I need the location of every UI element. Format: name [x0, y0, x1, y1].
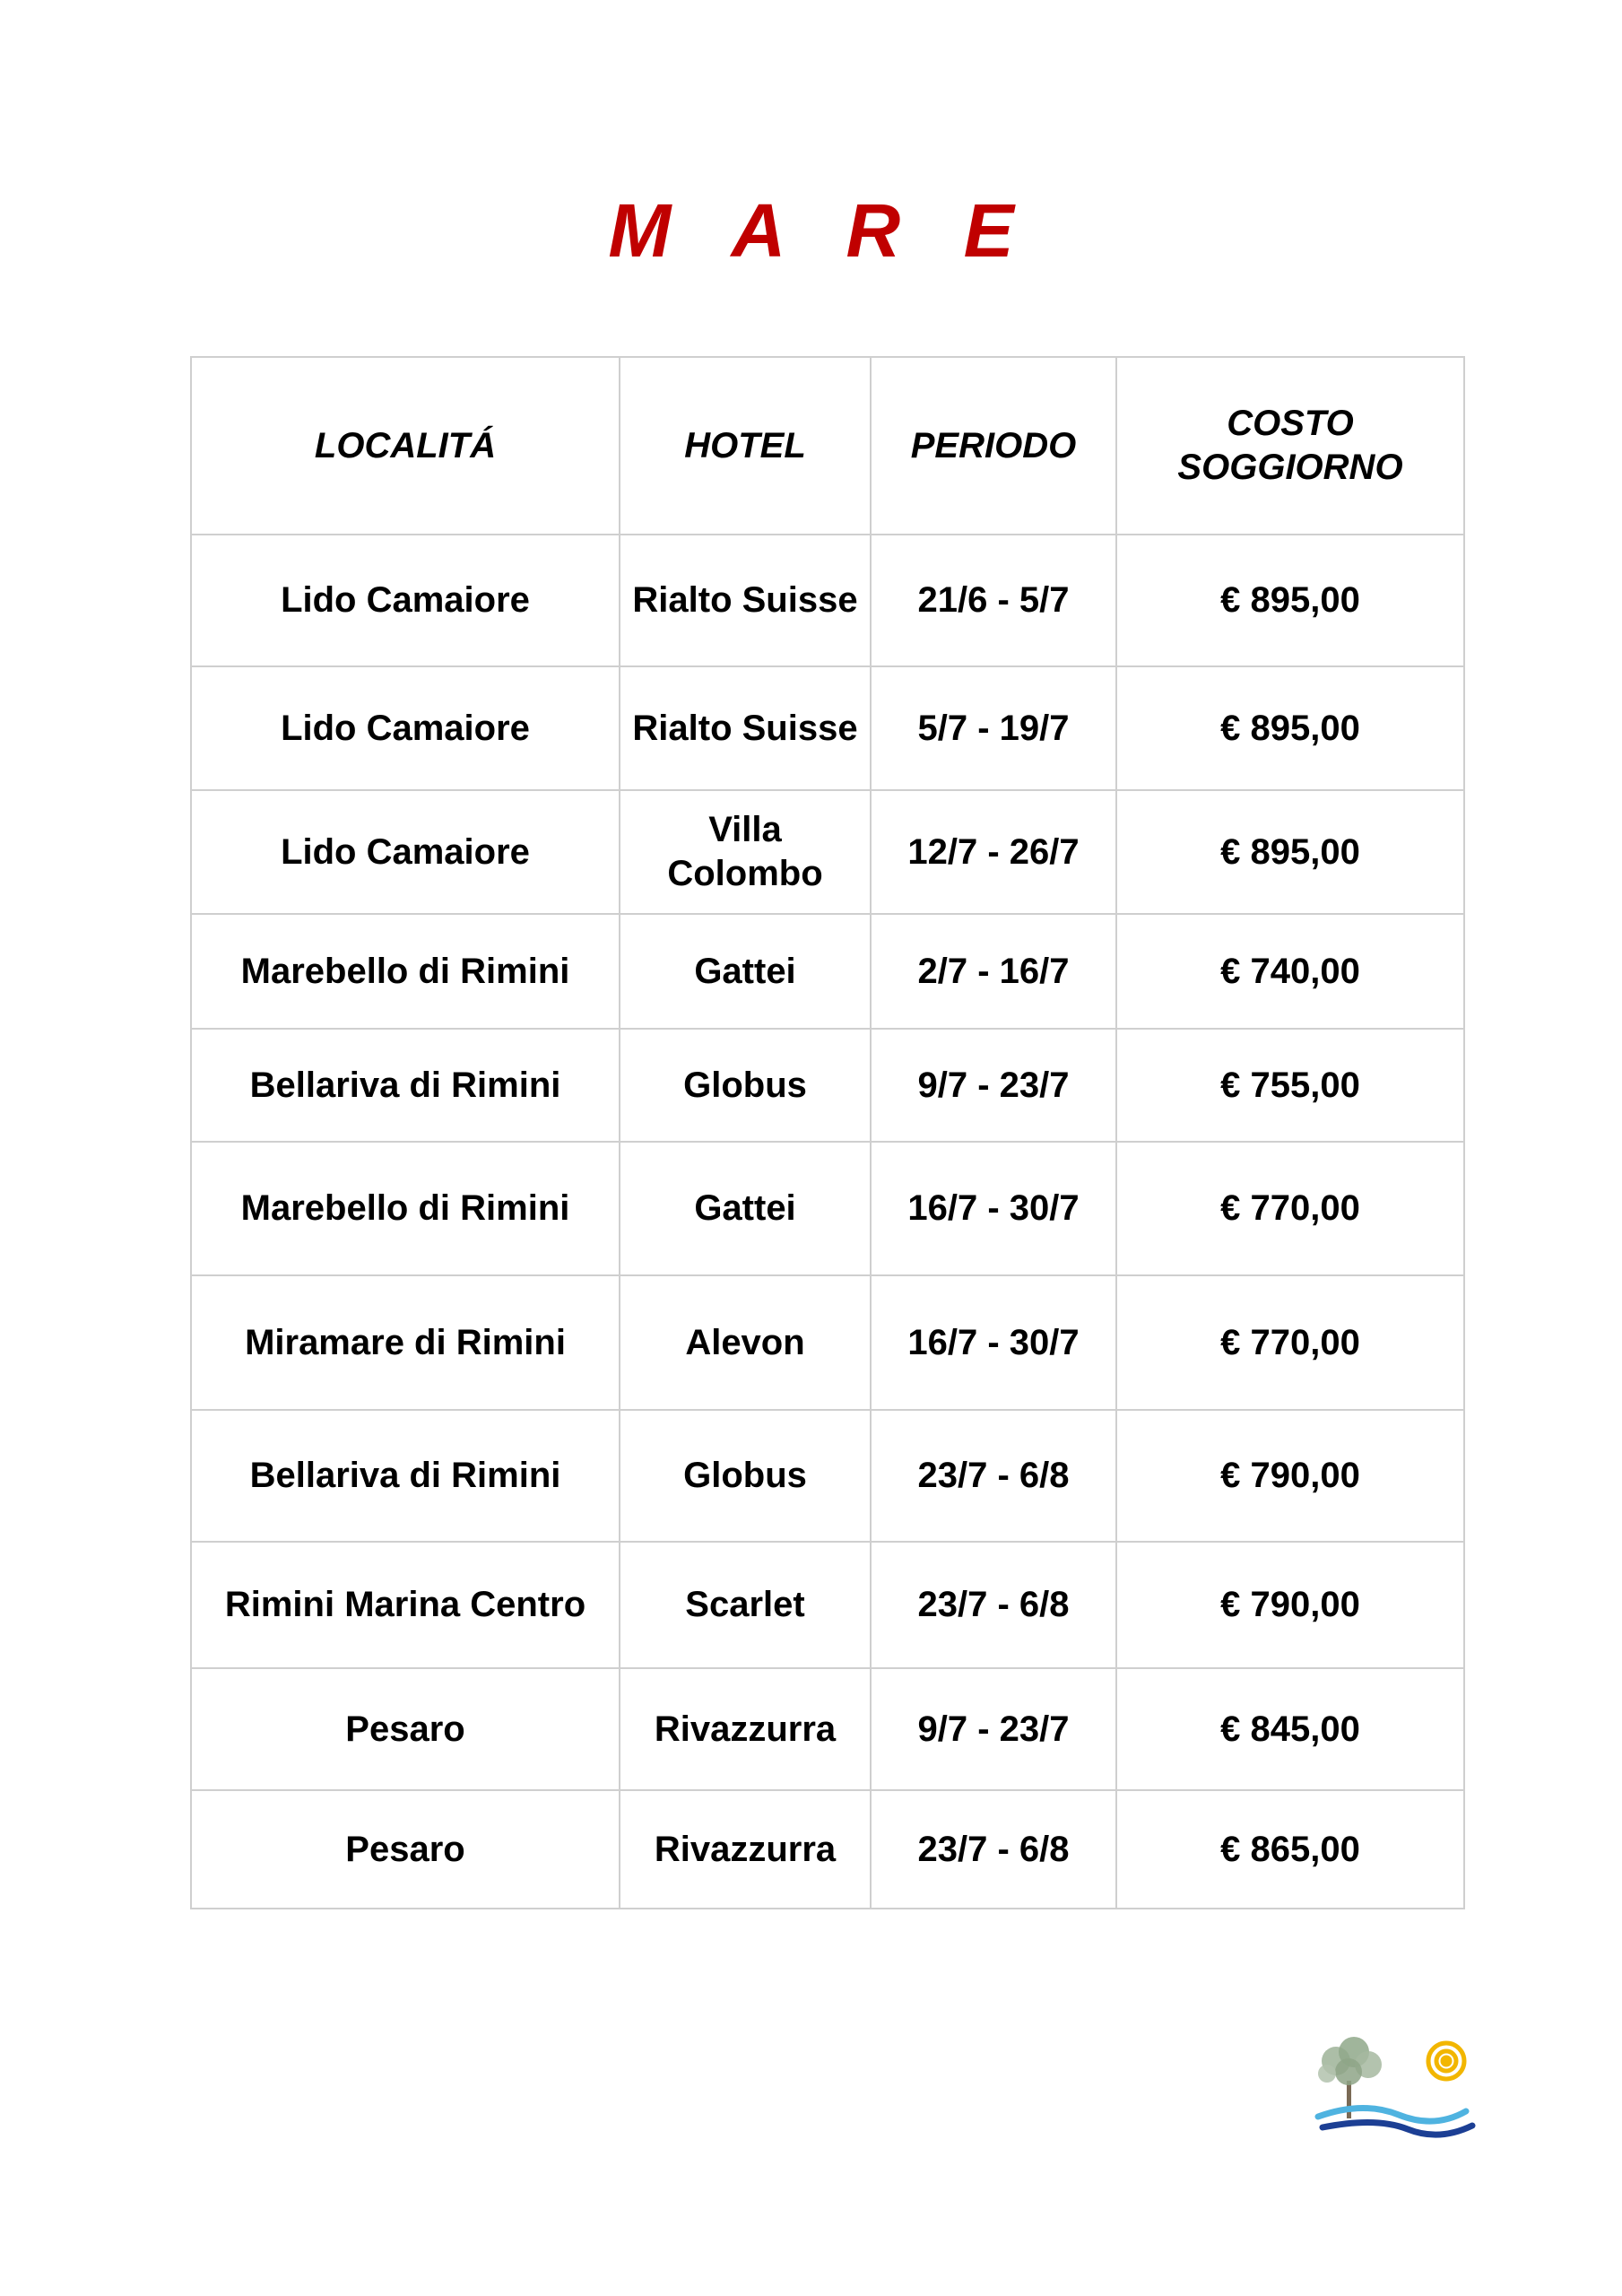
cell-costo: € 755,00 — [1116, 1029, 1464, 1142]
cell-hotel: Globus — [620, 1029, 871, 1142]
cell-localita: Bellariva di Rimini — [191, 1410, 620, 1542]
cell-hotel: Rivazzurra — [620, 1790, 871, 1909]
cell-localita: Pesaro — [191, 1790, 620, 1909]
cell-localita: Rimini Marina Centro — [191, 1542, 620, 1668]
cell-periodo: 23/7 - 6/8 — [871, 1542, 1116, 1668]
cell-periodo: 12/7 - 26/7 — [871, 790, 1116, 914]
cell-periodo: 9/7 - 23/7 — [871, 1029, 1116, 1142]
header-hotel: HOTEL — [620, 357, 871, 535]
cell-periodo: 23/7 - 6/8 — [871, 1410, 1116, 1542]
cell-costo: € 740,00 — [1116, 914, 1464, 1029]
cell-localita: Pesaro — [191, 1668, 620, 1790]
cell-hotel: Gattei — [620, 1142, 871, 1275]
stays-table — [190, 356, 1465, 1909]
table-body — [191, 535, 1464, 1909]
cell-costo: € 865,00 — [1116, 1790, 1464, 1909]
cell-costo: € 845,00 — [1116, 1668, 1464, 1790]
cell-hotel: Scarlet — [620, 1542, 871, 1668]
cell-costo: € 790,00 — [1116, 1410, 1464, 1542]
cell-localita: Lido Camaiore — [191, 666, 620, 790]
cell-costo: € 790,00 — [1116, 1542, 1464, 1668]
table-header-row — [191, 357, 1464, 535]
table-row — [191, 1668, 1464, 1790]
cell-periodo: 16/7 - 30/7 — [871, 1275, 1116, 1410]
cell-hotel: Rialto Suisse — [620, 535, 871, 666]
cell-hotel: Villa Colombo — [620, 790, 871, 914]
header-periodo: PERIODO — [871, 357, 1116, 535]
tree-sun-wave-logo-icon — [1300, 2027, 1479, 2152]
table-row — [191, 1542, 1464, 1668]
table-row — [191, 535, 1464, 666]
cell-costo: € 895,00 — [1116, 666, 1464, 790]
wave-icon — [1318, 2108, 1472, 2135]
cell-costo: € 895,00 — [1116, 790, 1464, 914]
table-row — [191, 1410, 1464, 1542]
cell-periodo: 9/7 - 23/7 — [871, 1668, 1116, 1790]
cell-hotel: Rialto Suisse — [620, 666, 871, 790]
cell-localita: Lido Camaiore — [191, 790, 620, 914]
sun-icon — [1428, 2043, 1464, 2079]
table-row — [191, 1790, 1464, 1909]
table-row — [191, 1029, 1464, 1142]
table-row — [191, 914, 1464, 1029]
cell-costo: € 895,00 — [1116, 535, 1464, 666]
cell-periodo: 5/7 - 19/7 — [871, 666, 1116, 790]
table-row — [191, 1275, 1464, 1410]
cell-costo: € 770,00 — [1116, 1275, 1464, 1410]
table-row — [191, 1142, 1464, 1275]
cell-periodo: 23/7 - 6/8 — [871, 1790, 1116, 1909]
cell-localita: Bellariva di Rimini — [191, 1029, 620, 1142]
header-costo: COSTO SOGGIORNO — [1116, 357, 1464, 535]
cell-periodo: 2/7 - 16/7 — [871, 914, 1116, 1029]
cell-localita: Lido Camaiore — [191, 535, 620, 666]
cell-localita: Marebello di Rimini — [191, 914, 620, 1029]
cell-hotel: Alevon — [620, 1275, 871, 1410]
cell-hotel: Rivazzurra — [620, 1668, 871, 1790]
table-row — [191, 790, 1464, 914]
cell-periodo: 21/6 - 5/7 — [871, 535, 1116, 666]
cell-hotel: Gattei — [620, 914, 871, 1029]
cell-periodo: 16/7 - 30/7 — [871, 1142, 1116, 1275]
cell-localita: Miramare di Rimini — [191, 1275, 620, 1410]
cell-localita: Marebello di Rimini — [191, 1142, 620, 1275]
cell-costo: € 770,00 — [1116, 1142, 1464, 1275]
table-row — [191, 666, 1464, 790]
page-title: M A R E — [608, 188, 1036, 273]
cell-hotel: Globus — [620, 1410, 871, 1542]
header-localita: LOCALITÁ — [191, 357, 620, 535]
